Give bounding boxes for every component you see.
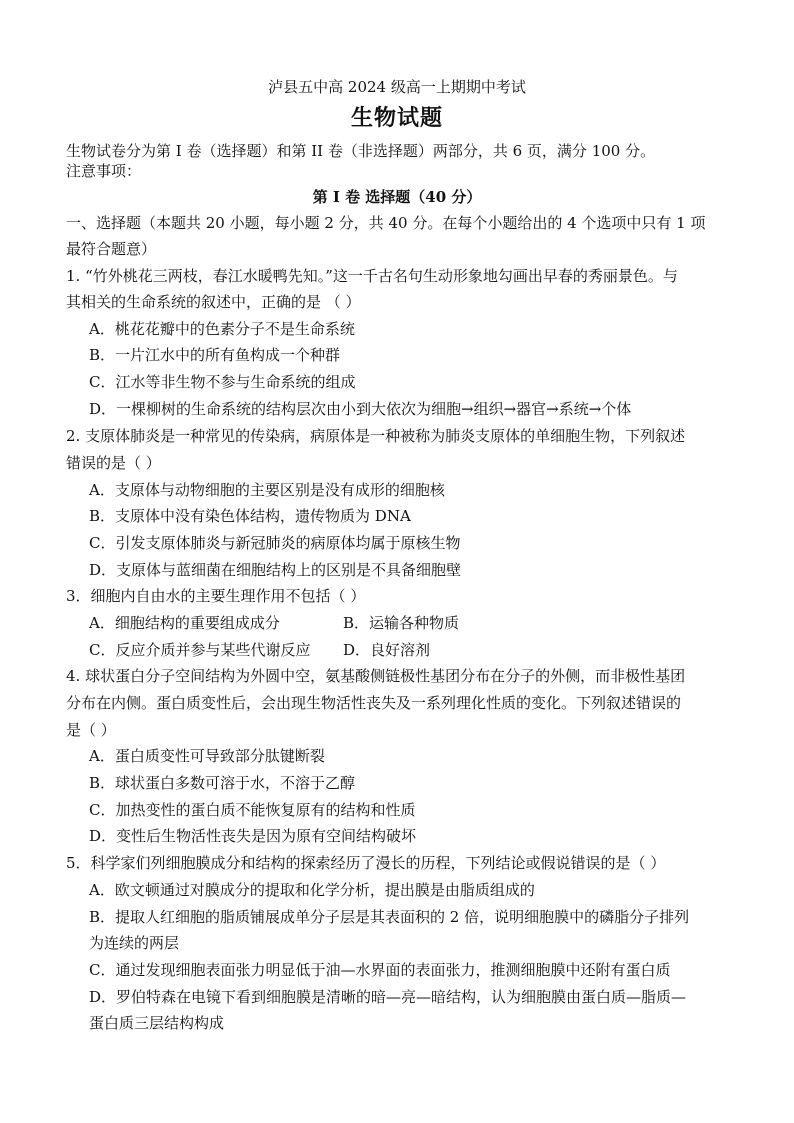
question-stem-line: 其相关的生命系统的叙述中，正确的是 （ ） [66,293,361,311]
question-stem-line: 3．细胞内自由水的主要生理作用不包括（ ） [66,587,366,605]
option-c: C．江水等非生物不参与生命系统的组成 [89,373,356,391]
option-a: A．蛋白质变性可导致部分肽键断裂 [89,747,325,765]
option-a: A．欧文顿通过对膜成分的提取和化学分析，提出膜是由脂质组成的 [89,881,535,899]
option-d-continued: 蛋白质三层结构构成 [89,1014,225,1032]
option-a: A．支原体与动物细胞的主要区别是没有成形的细胞核 [89,481,445,499]
option-c: C．引发支原体肺炎与新冠肺炎的病原体均属于原核生物 [89,534,461,552]
composition-text: 生物试卷分为第 I 卷（选择题）和第 II 卷（非选择题）两部分，共 6 页，满分 100 分。 [66,142,656,160]
question-stem-line: 5．科学家们列细胞膜成分和结构的探索经历了漫长的历程，下列结论或假说错误的是（ ） [66,854,666,872]
option-d: D．罗伯特森在电镜下看到细胞膜是清晰的暗—亮—暗结构，认为细胞膜由蛋白质—脂质— [89,988,687,1006]
option-b: B．提取人红细胞的脂质铺展成单分子层是其表面积的 2 倍，说明细胞膜中的磷脂分子排列 [89,908,690,926]
option-d: D．良好溶剂 [343,641,431,659]
option-a: A．桃花花瓣中的色素分子不是生命系统 [89,320,355,338]
option-d: D．支原体与蓝细菌在细胞结构上的区别是不具备细胞壁 [89,561,462,579]
question-stem-line: 4. 球状蛋白分子空间结构为外圆中空，氨基酸侧链极性基团分布在分子的外侧，而非极性基团 [66,667,686,685]
option-d: D．一棵柳树的生命系统的结构层次由小到大依次为细胞→组织→器官→系统→个体 [89,400,632,418]
exam-title: 泸县五中高 2024 级高一上期期中考试 [268,78,526,96]
option-c: C．加热变性的蛋白质不能恢复原有的结构和性质 [89,801,416,819]
option-b-continued: 为连续的两层 [89,934,180,952]
question-stem-line: 1. “竹外桃花三两枝，春江水暖鸭先知。”这一千古名句生动形象地勾画出早春的秀丽景色。与 [66,267,678,285]
question-stem-line: 分布在内侧。蛋白质变性后，会出现生物活性丧失及一系列理化性质的变化。下列叙述错误的 [66,694,682,712]
notes-label: 注意事项： [66,162,142,180]
option-b: B．运输各种物质 [343,614,460,632]
option-d: D．变性后生物活性丧失是因为原有空间结构破坏 [89,827,417,845]
section-instructions-line1: 一、选择题（本题共 20 小题，每小题 2 分，共 40 分。在每个小题给出的 4 个选项中只有 1 项 [66,214,706,232]
question-stem-line: 是（ ） [66,721,116,739]
option-a: A．细胞结构的重要组成成分 [89,614,280,632]
option-c: C．通过发现细胞表面张力明显低于油—水界面的表面张力，推测细胞膜中还附有蛋白质 [89,961,671,979]
question-stem-line: 错误的是（ ） [66,454,161,472]
option-c: C．反应介质并参与某些代谢反应 [89,641,311,659]
option-b: B．支原体中没有染色体结构，遗传物质为 DNA [89,507,411,525]
option-b: B．一片江水中的所有鱼构成一个种群 [89,346,341,364]
question-stem-line: 2. 支原体肺炎是一种常见的传染病，病原体是一种被称为肺炎支原体的单细胞生物，下列叙述 [66,427,686,445]
option-b: B．球状蛋白多数可溶于水，不溶于乙醇 [89,774,356,792]
subject-title: 生物试题 [350,105,443,131]
section-instructions-line2: 最符合题意） [66,240,157,258]
section-title: 第 I 卷 选择题（40 分） [312,188,482,206]
